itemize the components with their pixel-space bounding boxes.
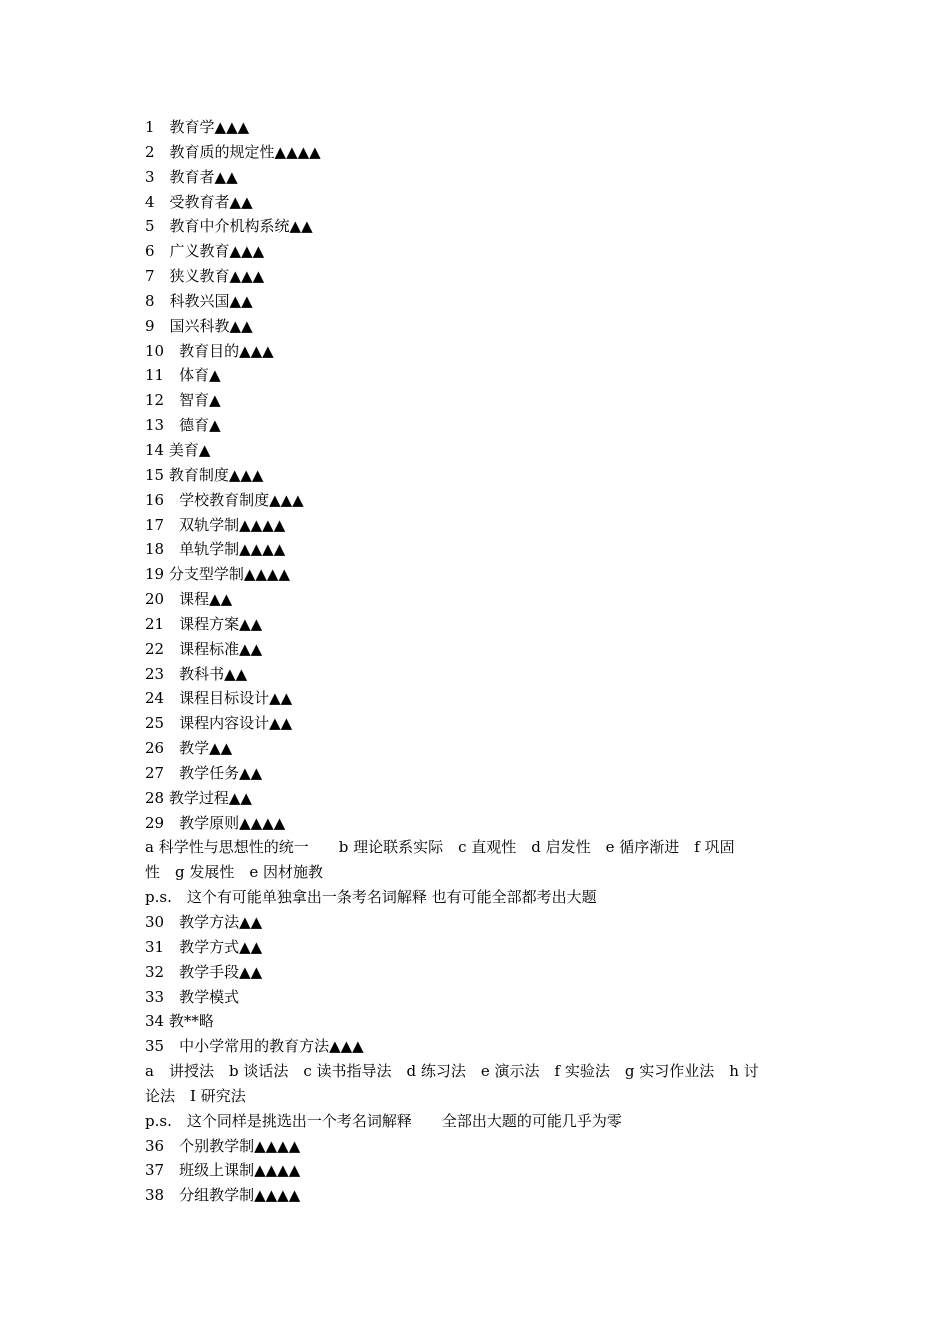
text-line: 12 智育▲ bbox=[145, 391, 221, 410]
text-line: 36 个别教学制▲▲▲▲ bbox=[145, 1136, 301, 1155]
text-line: 14 美育▲ bbox=[145, 440, 211, 459]
text-line: 5 教育中介机构系统▲▲ bbox=[145, 217, 313, 236]
text-line: 16 学校教育制度▲▲▲ bbox=[145, 490, 304, 509]
text-line: 34 教**略 bbox=[145, 1012, 214, 1031]
text-line: 4 受教育者▲▲ bbox=[145, 192, 253, 211]
text-line: 7 狭义教育▲▲▲ bbox=[145, 267, 265, 286]
text-line: a 科学性与思想性的统一 b 理论联系实际 c 直观性 d 启发性 e 循序渐进 f 巩固 bbox=[145, 838, 735, 857]
text-line: 30 教学方法▲▲ bbox=[145, 913, 263, 931]
text-line: 2 教育质的规定性▲▲▲▲ bbox=[145, 142, 321, 161]
text-line: 27 教学任务▲▲ bbox=[145, 763, 263, 782]
text-line: 35 中小学常用的教育方法▲▲▲ bbox=[145, 1037, 364, 1056]
text-line: 10 教育目的▲▲▲ bbox=[145, 341, 274, 360]
text-line: 22 课程标准▲▲ bbox=[145, 639, 263, 658]
text-line: 31 教学方式▲▲ bbox=[145, 937, 263, 956]
text-line: 20 课程▲▲ bbox=[145, 590, 233, 609]
text-line: 29 教学原则▲▲▲▲ bbox=[145, 813, 286, 832]
text-line: 38 分组教学制▲▲▲▲ bbox=[145, 1186, 301, 1205]
text-line: 17 双轨学制▲▲▲▲ bbox=[145, 515, 286, 534]
text-line: 26 教学▲▲ bbox=[145, 739, 233, 758]
text-line: p.s. 这个有可能单独拿出一条考名词解释 也有可能全部都考出大题 bbox=[145, 888, 597, 907]
text-line: 37 班级上课制▲▲▲▲ bbox=[145, 1161, 301, 1180]
text-line: 15 教育制度▲▲▲ bbox=[145, 465, 264, 484]
text-line: 32 教学手段▲▲ bbox=[145, 962, 263, 981]
text-line: 28 教学过程▲▲ bbox=[145, 788, 252, 807]
text-line: 13 德育▲ bbox=[145, 416, 221, 435]
text-line: 21 课程方案▲▲ bbox=[145, 614, 263, 633]
text-line: 19 分支型学制▲▲▲▲ bbox=[145, 565, 290, 584]
text-line: a 讲授法 b 谈话法 c 读书指导法 d 练习法 e 演示法 f 实验法 g 实习作业法 h 讨 bbox=[145, 1062, 759, 1081]
text-line: 18 单轨学制▲▲▲▲ bbox=[145, 540, 286, 559]
text-line: 33 教学模式 bbox=[145, 987, 240, 1006]
text-line: 论法 I 研究法 bbox=[145, 1086, 246, 1105]
text-line: 1 教育学▲▲▲ bbox=[145, 118, 250, 136]
text-line: 6 广义教育▲▲▲ bbox=[145, 242, 265, 261]
text-line: 23 教科书▲▲ bbox=[145, 664, 248, 683]
text-line: 9 国兴科教▲▲ bbox=[145, 316, 253, 335]
text-line: 25 课程内容设计▲▲ bbox=[145, 714, 293, 733]
text-line: 8 科教兴国▲▲ bbox=[145, 291, 253, 310]
text-line: 3 教育者▲▲ bbox=[145, 167, 238, 186]
text-line: 24 课程目标设计▲▲ bbox=[145, 689, 293, 708]
document-body bbox=[145, 115, 815, 1208]
text-line: p.s. 这个同样是挑选出一个考名词解释 全部出大题的可能几乎为零 bbox=[145, 1111, 622, 1130]
text-line: 性 g 发展性 e 因材施教 bbox=[145, 863, 324, 882]
text-line: 11 体育▲ bbox=[145, 366, 221, 385]
